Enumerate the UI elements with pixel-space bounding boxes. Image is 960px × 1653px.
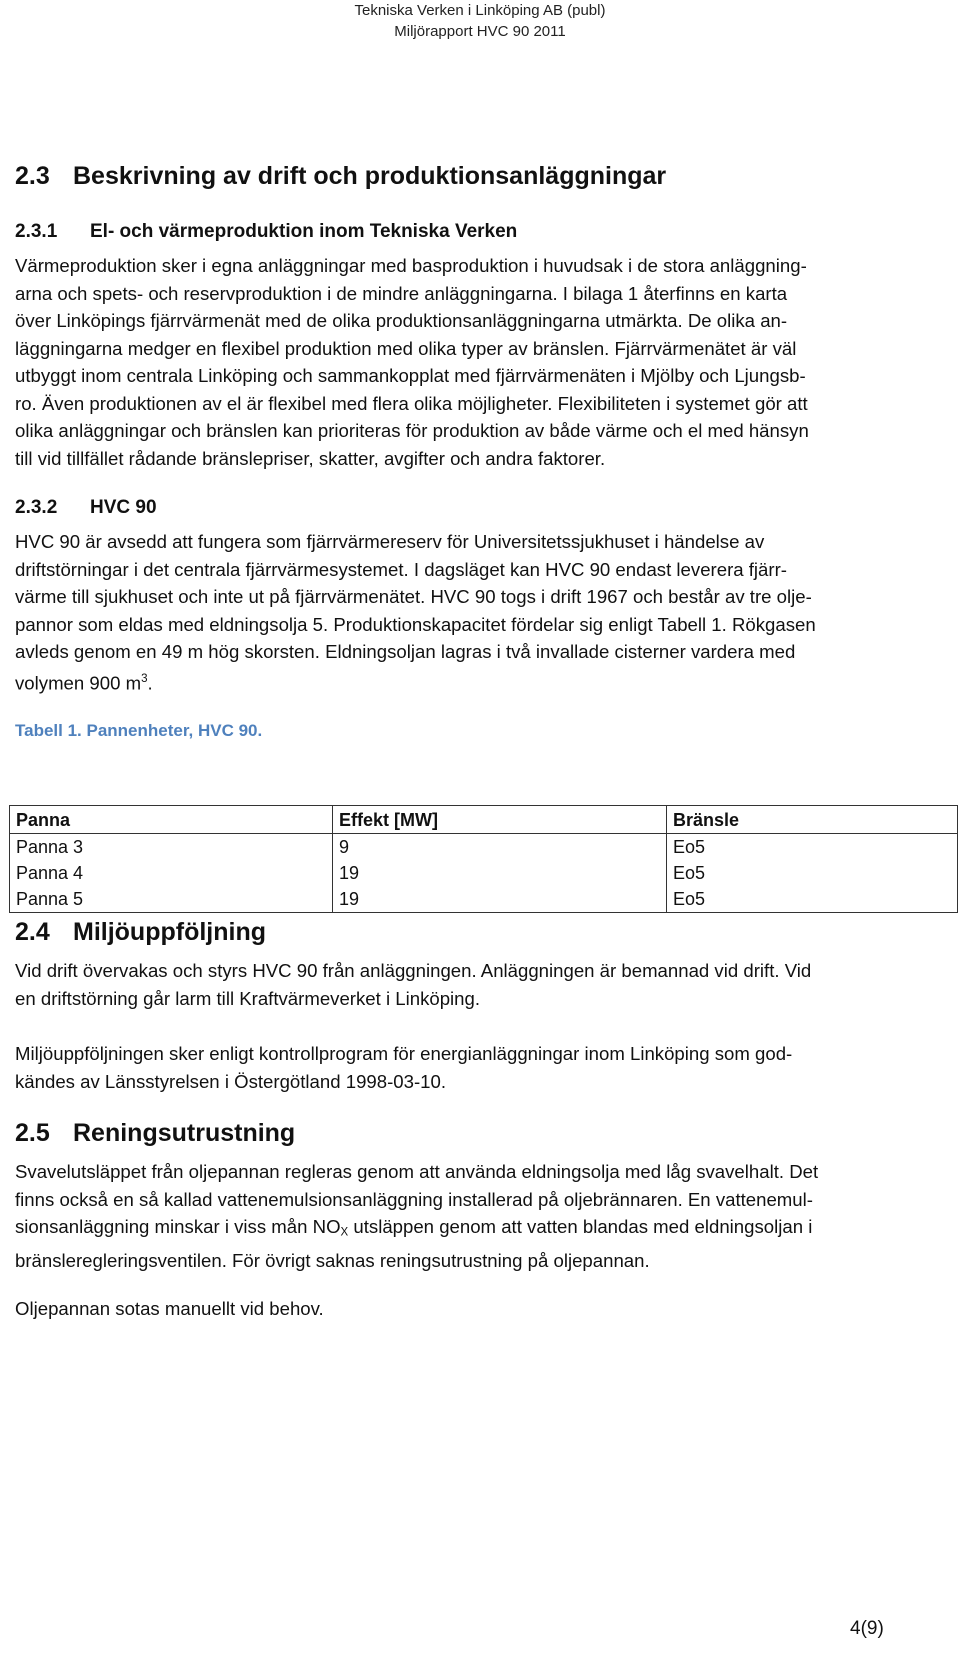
section-number: 2.3.1 — [15, 221, 58, 242]
text-fragment: sionsanläggning minskar i viss mån NO — [15, 1216, 341, 1237]
text-line: bränsleregleringsventilen. För övrigt saknas reningsutrustning på oljepannan. — [15, 1249, 650, 1271]
table-caption: Tabell 1. Pannenheter, HVC 90. — [15, 721, 263, 740]
table-cell: Panna 5 — [10, 886, 333, 913]
section-2-4-heading — [15, 918, 266, 947]
section-2-3-heading — [15, 162, 666, 191]
text-line: över Linköpings fjärrvärmenät med de olika produktionsanläggningarna utmärkta. De olika an- — [15, 310, 788, 331]
text-line: Vid drift övervakas och styrs HVC 90 från anläggningen. Anläggningen är bemannad vid drift. Vid — [15, 960, 812, 981]
table-cell: Eo5 — [667, 860, 958, 886]
table-cell: 19 — [333, 860, 667, 886]
paragraph-sooting — [15, 1295, 955, 1323]
table-cell: Eo5 — [667, 834, 958, 861]
text-fragment: . — [147, 671, 153, 693]
table-row — [10, 860, 958, 886]
text-line: Svavelutsläppet från oljepannan regleras genom att använda eldningsolja med låg svavelhalt. Det — [15, 1161, 819, 1182]
header-report: Miljörapport HVC 90 2011 — [394, 23, 566, 40]
column-header: Panna — [10, 806, 333, 834]
page-number: 4(9) — [850, 1618, 884, 1639]
table-header-row — [10, 806, 958, 834]
section-title: HVC 90 — [90, 497, 157, 518]
text-line: arna och spets- och reservproduktion i de mindre anläggningarna. I bilaga 1 återfinns en karta — [15, 282, 788, 304]
section-title: El- och värmeproduktion inom Tekniska Verken — [90, 221, 518, 242]
section-number: 2.4 — [15, 918, 50, 946]
text-line — [15, 1213, 955, 1247]
section-number: 2.3.2 — [15, 497, 58, 518]
section-2-5-heading — [15, 1119, 295, 1148]
text-line: värme till sjukhuset och inte ut på fjärrvärmenätet. HVC 90 togs i drift 1967 och består av tre olje- — [15, 586, 812, 607]
section-2-3-2-heading — [15, 497, 157, 519]
section-title: Reningsutrustning — [73, 1119, 296, 1147]
table-row — [10, 834, 958, 861]
section-2-3-1-heading — [15, 221, 517, 243]
table-cell: 19 — [333, 886, 667, 913]
text-line — [15, 666, 955, 697]
text-line: finns också en så kallad vattenemulsionsanläggning installerad på oljebrännaren. En vattenemul- — [15, 1188, 813, 1210]
text-line: HVC 90 är avsedd att fungera som fjärrvärmereserv för Universitetssjukhuset i händelse av — [15, 531, 765, 552]
table-cell: Panna 3 — [10, 834, 333, 861]
text-line: utbyggt inom centrala Linköping och sammankopplat med fjärrvärmenäten i Mjölby och Ljungsb- — [15, 365, 806, 386]
text-line: Miljöuppföljningen sker enligt kontrollprogram för energianläggningar inom Linköping som god- — [15, 1043, 793, 1064]
text-line: kändes av Länsstyrelsen i Östergötland 1998-03-10. — [15, 1070, 447, 1092]
text-fragment: utsläppen genom att vatten blandas med eldningsoljan i — [348, 1216, 813, 1237]
superscript: 3 — [141, 672, 148, 685]
section-number: 2.3 — [15, 162, 50, 190]
section-number: 2.5 — [15, 1119, 50, 1147]
text-line: driftstörningar i det centrala fjärrvärmesystemet. I dagsläget kan HVC 90 endast leverera fjärr- — [15, 558, 787, 580]
paragraph-control-program — [15, 1040, 955, 1095]
text-line: Värmeproduktion sker i egna anläggningar med basproduktion i huvudsak i de stora anläggning- — [15, 255, 807, 276]
paragraph-cleaning — [15, 1158, 955, 1274]
paragraph-hvc90 — [15, 528, 955, 696]
page-header — [0, 0, 960, 42]
text-line: till vid tillfället rådande bränslepriser, skatter, avgifter och andra faktorer. — [15, 447, 606, 469]
text-line: avleds genom en 49 m hög skorsten. Eldningsoljan lagras i två invallade cisterner vardera med — [15, 641, 796, 662]
section-title: Beskrivning av drift och produktionsanläggningar — [73, 162, 667, 190]
table-row — [10, 886, 958, 913]
text-line: olika anläggningar och bränslen kan prioriteras för produktion av både värme och el med hänsyn — [15, 420, 809, 441]
paragraph-production — [15, 252, 955, 472]
table-cell: Eo5 — [667, 886, 958, 913]
table-cell: 9 — [333, 834, 667, 861]
text-line: pannor som eldas med eldningsolja 5. Produktionskapacitet fördelar sig enligt Tabell 1. Rökgasen — [15, 613, 816, 635]
column-header: Bränsle — [667, 806, 958, 834]
subscript: X — [340, 1226, 349, 1239]
header-company: Tekniska Verken i Linköping AB (publ) — [354, 2, 606, 19]
section-title: Miljöuppföljning — [73, 918, 266, 946]
text-line: en driftstörning går larm till Kraftvärmeverket i Linköping. — [15, 987, 481, 1009]
text-line: läggningarna medger en flexibel produktion med olika typer av bränslen. Fjärrvärmenätet är väl — [15, 337, 797, 359]
table-cell: Panna 4 — [10, 860, 333, 886]
paragraph-monitoring — [15, 957, 955, 1012]
text-fragment: volymen 900 m — [15, 671, 142, 693]
column-header: Effekt [MW] — [333, 806, 667, 834]
text-line: Oljepannan sotas manuellt vid behov. — [15, 1298, 324, 1319]
text-line: ro. Även produktionen av el är flexibel med flera olika möjligheter. Flexibiliteten i systemet gör att — [15, 392, 808, 414]
boiler-table — [9, 805, 958, 913]
